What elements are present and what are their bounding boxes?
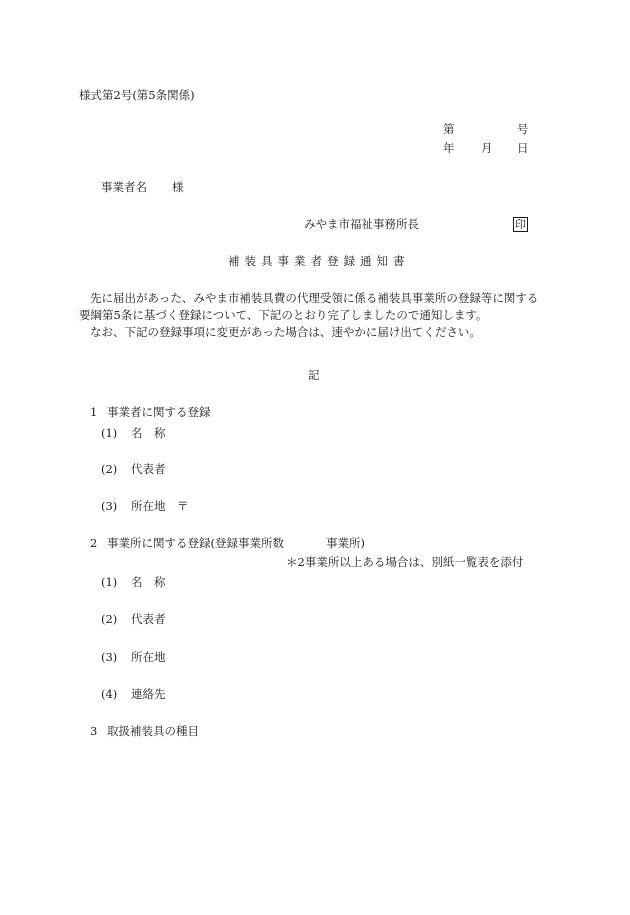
section1-item3-label: 所在地 bbox=[131, 499, 166, 513]
section2-count-suffix: 事業所) bbox=[326, 536, 365, 550]
addressee-name-label: 事業者名 bbox=[101, 180, 147, 194]
ki-label: 記 bbox=[308, 368, 320, 382]
section1-item1-num: (1) bbox=[101, 426, 118, 440]
section2-title: 事業所に関する登録(登録事業所数 bbox=[107, 536, 284, 550]
number-prefix: 第 bbox=[443, 122, 455, 136]
section2-item1-num: (1) bbox=[101, 575, 118, 589]
seal-text: 印 bbox=[515, 218, 526, 231]
sender-title: みやま市福祉事務所長 bbox=[304, 217, 419, 231]
section2-item3-label: 所在地 bbox=[131, 650, 166, 664]
section2-item4-label: 連絡先 bbox=[131, 687, 166, 701]
seal-mark bbox=[513, 217, 528, 232]
section1-item3-num: (3) bbox=[101, 499, 118, 513]
date-year: 年 bbox=[443, 141, 455, 155]
date-day: 日 bbox=[517, 141, 529, 155]
section1-item2-label: 代表者 bbox=[131, 462, 166, 476]
section2-item2-label: 代表者 bbox=[131, 612, 166, 626]
form-label: 様式第2号(第5条関係) bbox=[79, 88, 195, 102]
section1-item1-label: 名 称 bbox=[131, 426, 166, 440]
section2-item4-num: (4) bbox=[101, 687, 118, 701]
body-text bbox=[79, 290, 559, 341]
section1-title: 事業者に関する登録 bbox=[107, 405, 211, 419]
section2-item1-label: 名 称 bbox=[131, 575, 166, 589]
body-line-3: なお、下記の登録事項に変更があった場合は、速やかに届け出てください。 bbox=[90, 325, 481, 339]
section2-item3-num: (3) bbox=[101, 650, 118, 664]
section3-number: 3 bbox=[90, 724, 98, 738]
date-month: 月 bbox=[481, 141, 493, 155]
section2-number: 2 bbox=[90, 536, 98, 550]
body-line-2: 要綱第5条に基づく登録について、下記のとおり完了しましたので通知します。 bbox=[79, 308, 488, 322]
number-suffix: 号 bbox=[517, 122, 529, 136]
section3-title: 取扱補装具の種目 bbox=[107, 724, 199, 738]
section1-item2-num: (2) bbox=[101, 462, 118, 476]
postal-mark: 〒 bbox=[177, 499, 189, 513]
section2-item2-num: (2) bbox=[101, 612, 118, 626]
body-line-1: 先に届出があった、みやま市補装具費の代理受領に係る補装具事業所の登録等に関する bbox=[90, 291, 539, 305]
section1-number: 1 bbox=[90, 405, 98, 419]
section2-note: ＊2事業所以上ある場合は、別紙一覧表を添付 bbox=[286, 555, 524, 569]
document-title: 補装具事業者登録通知書 bbox=[228, 254, 410, 268]
addressee-honorific: 様 bbox=[172, 180, 184, 194]
